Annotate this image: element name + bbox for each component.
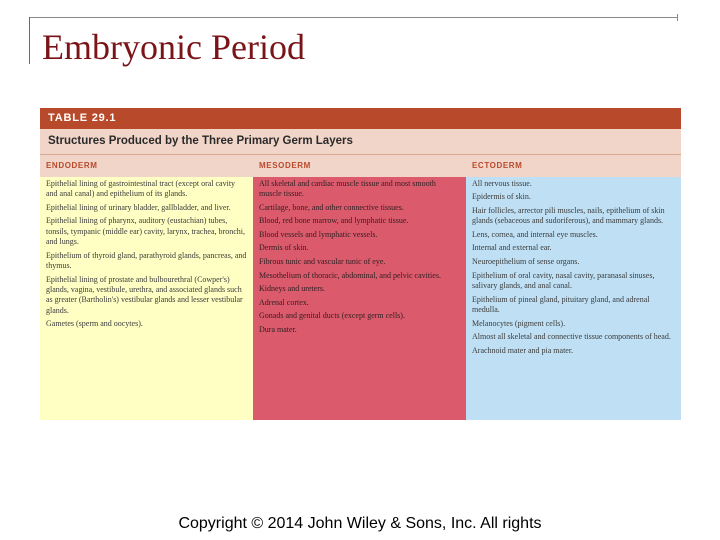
list-item: Cartilage, bone, and other connective tissues. [259,202,404,212]
list-item: Epithelial lining of prostate and bulbourethral (Cowper's) glands, vagina, vestibule, urethra, and associated glands such as greater (Bartholin's) vestibular glands and lesser vestibular glands. [46,274,243,315]
list-item: Gonads and genital ducts (except germ cells). [259,311,405,321]
list-item: Epithelial lining of gastrointestinal tract (except oral cavity and anal canal) and epithelium of its glands. [46,178,236,198]
list-item: All nervous tissue. [472,178,532,188]
list-item: Kidneys and ureters. [259,284,325,294]
table-label: TABLE 29.1 [40,108,681,129]
frame-tick [677,14,678,21]
list-item: Epidermis of skin. [472,192,531,202]
column-header-mesoderm: MESODERM [259,161,311,170]
column-header-endoderm: ENDODERM [46,161,98,170]
list-item: Epithelium of oral cavity, nasal cavity, paranasal sinuses, salivary glands, and anal canal. [472,270,655,290]
list-item: Mesothelium of thoracic, abdominal, and pelvic cavities. [259,270,441,280]
table-title: Structures Produced by the Three Primary Germ Layers [40,129,681,154]
list-item: Blood vessels and lymphatic vessels. [259,229,378,239]
slide-title: Embryonic Period [42,27,305,67]
frame-top-line [29,17,678,18]
list-item: Gametes (sperm and oocytes). [46,319,143,329]
list-item: Dermis of skin. [259,243,309,253]
list-item: All skeletal and cardiac muscle tissue and most smooth muscle tissue. [259,178,436,198]
table-column-headers [40,154,681,177]
list-item: Hair follicles, arrector pili muscles, nails, epithelium of skin glands (sebaceous and sudoriferous), and mammary glands. [472,205,665,226]
germ-layer-table [40,108,681,420]
ectoderm-column [466,177,681,420]
list-item: Arachnoid mater and pia mater. [472,345,574,355]
mesoderm-column [253,177,466,420]
list-item: Neuroepithelium of sense organs. [472,256,580,266]
list-item: Lens, cornea, and internal eye muscles. [472,229,598,239]
endoderm-column [40,177,253,420]
list-item: Epithelial lining of urinary bladder, gallbladder, and liver. [46,202,231,212]
list-item: Melanocytes (pigment cells). [472,318,566,328]
list-item: Epithelium of thyroid gland, parathyroid glands, pancreas, and thymus. [46,250,247,270]
list-item: Fibrous tunic and vascular tunic of eye. [259,256,386,266]
list-item: Epithelium of pineal gland, pituitary gland, and adrenal medulla. [472,294,650,314]
list-item: Dura mater. [259,324,297,334]
copyright-notice: Copyright © 2014 John Wiley & Sons, Inc. All rights [178,515,542,532]
column-header-ectoderm: ECTODERM [472,161,523,170]
list-item: Adrenal cortex. [259,297,309,307]
list-item: Internal and external ear. [472,243,552,253]
list-item: Epithelial lining of pharynx, auditory (eustachian) tubes, tonsils, tympanic (middle ear) cavity, larynx, trachea, bronchi, and lungs. [46,216,245,246]
list-item: Blood, red bone marrow, and lymphatic tissue. [259,216,409,226]
table-body [40,177,681,420]
list-item: Almost all skeletal and connective tissue components of head. [472,332,671,342]
frame-left-line [29,17,30,64]
